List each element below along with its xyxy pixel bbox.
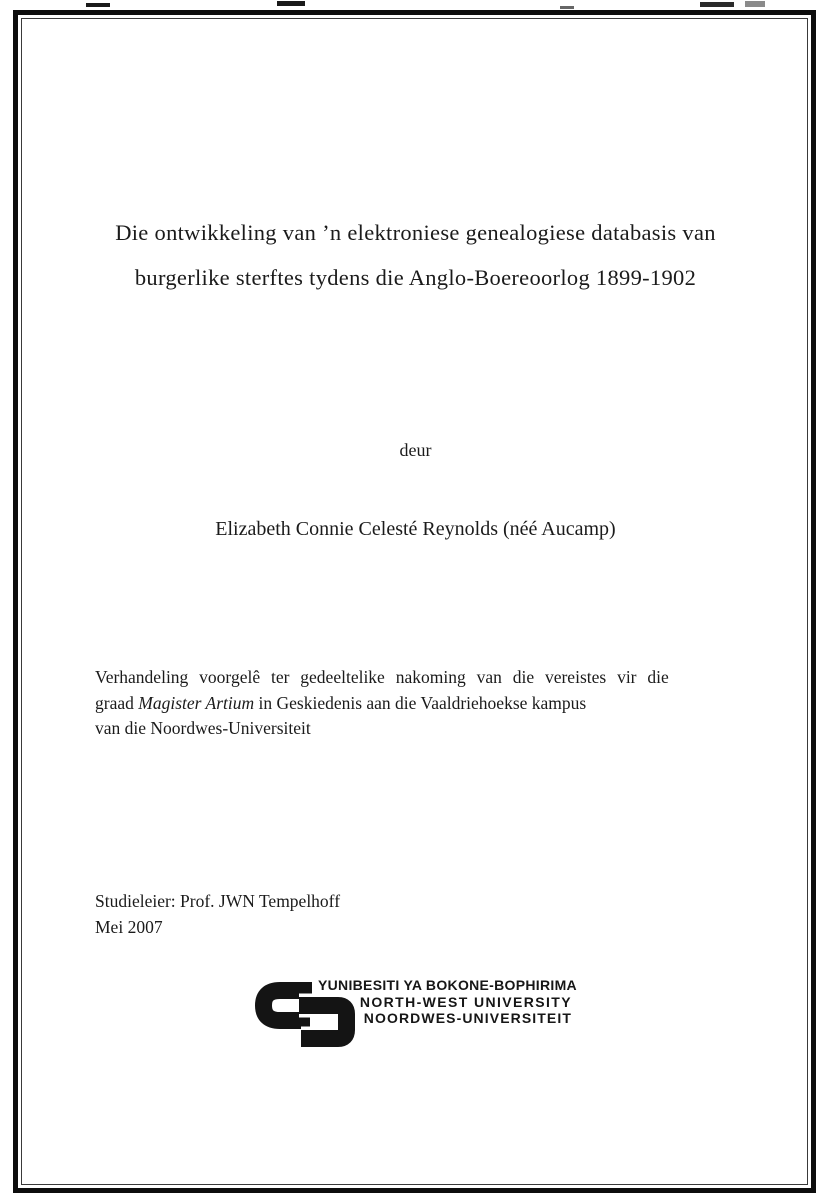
logo-text-afrikaans: NOORDWES-UNIVERSITEIT	[363, 1010, 572, 1026]
byline-label: deur	[399, 440, 432, 460]
scan-artifact	[560, 6, 574, 9]
supervisor-line: Studieleier: Prof. JWN Tempelhoff	[95, 891, 341, 911]
scan-artifact	[700, 2, 734, 7]
logo-text-setswana: YUNIBESITI YA BOKONE-BOPHIRIMA	[318, 977, 577, 993]
logo-text-english: NORTH-WEST UNIVERSITY	[359, 993, 572, 1010]
nwu-logo-text	[318, 977, 577, 1027]
statement-line1: Verhandeling voorgelê ter gedeeltelike nakoming van die vereistes vir die	[95, 667, 669, 687]
submission-statement	[95, 665, 745, 742]
author-name: Elizabeth Connie Celesté Reynolds (néé Aucamp)	[215, 518, 616, 540]
scan-artifact	[745, 1, 765, 7]
scan-artifact	[86, 3, 110, 7]
supervisor-block	[95, 888, 340, 940]
scan-artifact	[277, 1, 305, 6]
thesis-title-line1: Die ontwikkeling van ’n elektroniese genealogiese databasis van	[115, 220, 716, 245]
statement-line2-suffix: in Geskiedenis aan die Vaaldriehoekse kampus	[254, 692, 587, 713]
statement-line2-prefix: graad	[95, 692, 139, 713]
statement-line2	[95, 691, 745, 717]
statement-line3: van die Noordwes-Universiteit	[95, 718, 311, 738]
thesis-title-line2: burgerlike sterftes tydens die Anglo-Boereoorlog 1899-1902	[134, 265, 697, 290]
date-line: Mei 2007	[95, 917, 163, 937]
thesis-title	[45, 210, 786, 300]
degree-name: Magister Artium	[138, 692, 255, 713]
